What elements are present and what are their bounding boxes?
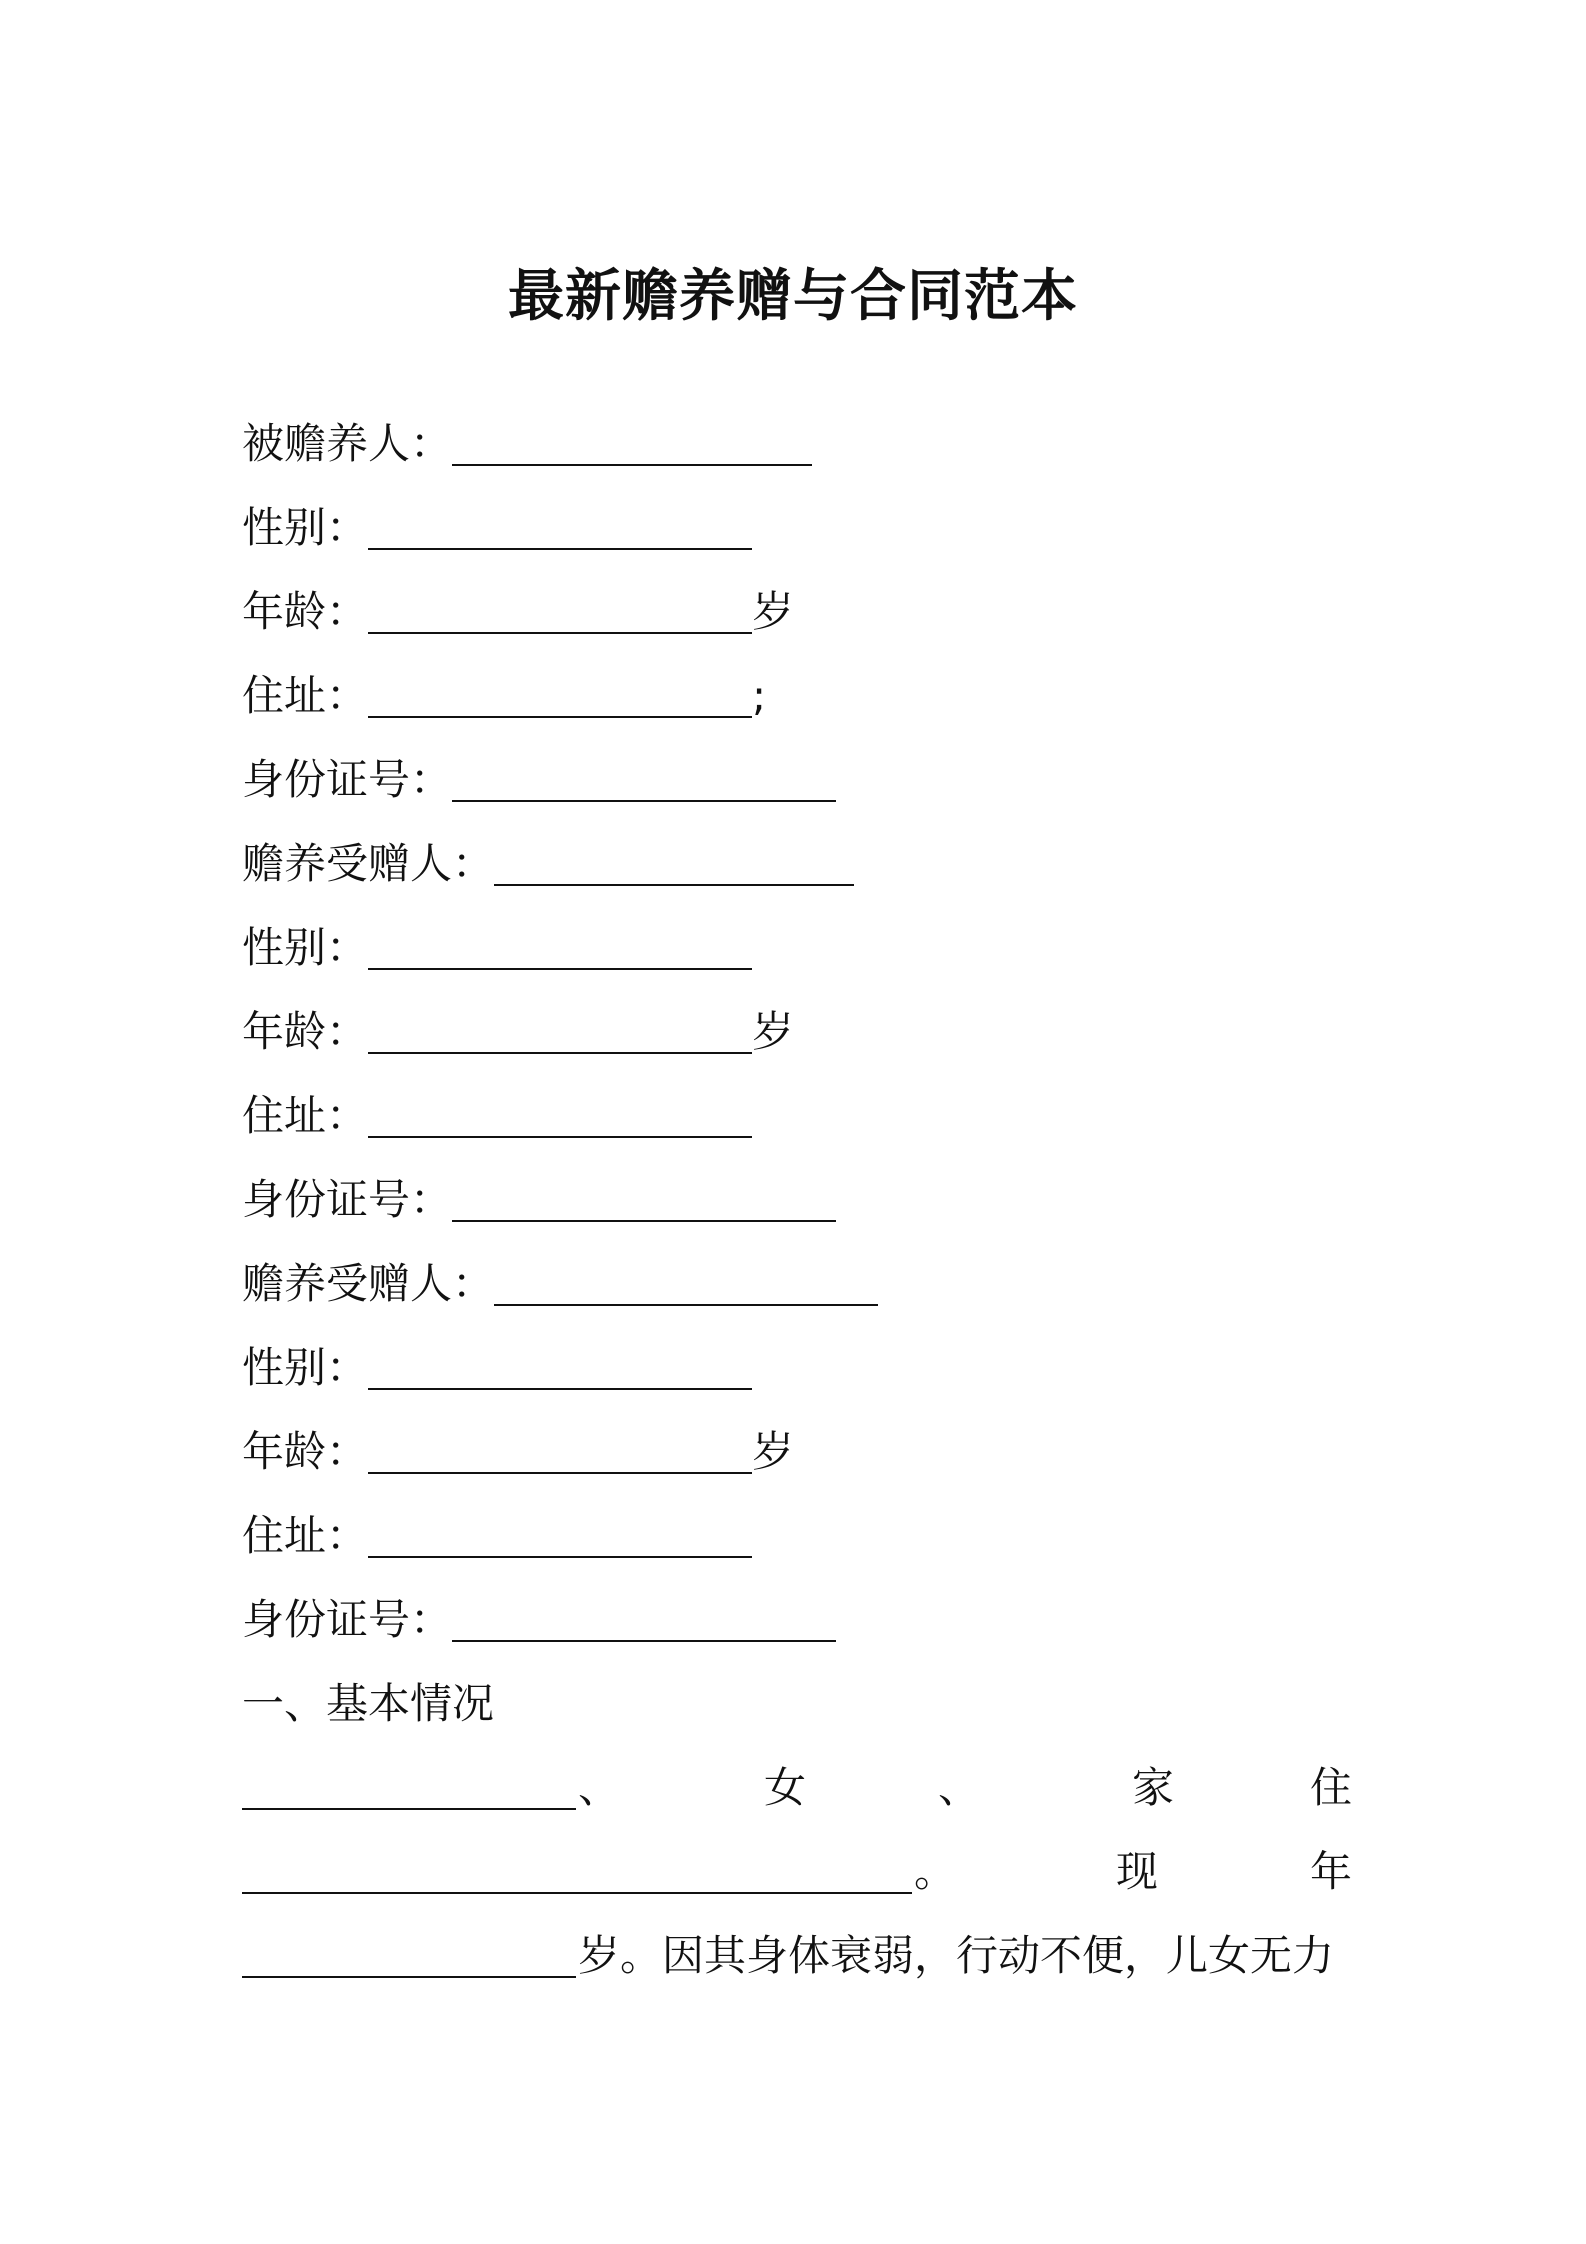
field-label: 住址： [242, 1091, 369, 1140]
fill-blank [368, 1002, 752, 1054]
field-label: 住址： [242, 671, 369, 720]
field-label: 赡养受赠人： [242, 1259, 495, 1308]
fill-blank [368, 498, 752, 550]
field-recipient [242, 1254, 878, 1314]
field-address [242, 1506, 752, 1566]
field-recipient [242, 834, 854, 894]
field-address [242, 1086, 752, 1146]
field-label: 性别： [242, 1343, 369, 1392]
field-age [242, 582, 794, 642]
field-label: 身份证号： [242, 1175, 453, 1224]
fill-blank [242, 1926, 576, 1978]
field-suffix: 岁 [752, 587, 795, 636]
fill-blank [494, 834, 854, 886]
paragraph-text: 现 [1116, 1847, 1159, 1896]
paragraph-text: 、 [578, 1763, 621, 1812]
section-heading: 一、基本情况 [242, 1679, 495, 1728]
field-label: 身份证号： [242, 1595, 453, 1644]
field-label: 住址： [242, 1511, 369, 1560]
fill-blank [368, 1506, 752, 1558]
paragraph-text: 年 [1310, 1847, 1353, 1896]
paragraph-line [242, 1926, 1352, 1986]
field-label: 性别： [242, 503, 369, 552]
field-label: 年龄： [242, 1007, 369, 1056]
fill-blank [368, 918, 752, 970]
fill-blank [452, 414, 812, 466]
fill-blank [368, 1086, 752, 1138]
field-label: 性别： [242, 923, 369, 972]
fill-blank [368, 666, 752, 718]
paragraph-text: 住 [1310, 1763, 1353, 1812]
fill-blank [452, 1590, 836, 1642]
fill-blank [368, 1338, 752, 1390]
field-id-number [242, 1170, 836, 1230]
field-label: 被赡养人： [242, 419, 453, 468]
field-suffix: 岁 [752, 1007, 795, 1056]
field-label: 身份证号： [242, 755, 453, 804]
field-id-number [242, 1590, 836, 1650]
field-address [242, 666, 766, 726]
document-title: 最新赡养赠与合同范本 [508, 264, 1078, 329]
fill-blank [242, 1842, 912, 1894]
field-gender [242, 1338, 752, 1398]
fill-blank [452, 1170, 836, 1222]
field-age [242, 1422, 794, 1482]
paragraph-text: 女 [764, 1763, 807, 1812]
field-id-number [242, 750, 836, 810]
field-age [242, 1002, 794, 1062]
paragraph-line [242, 1842, 1352, 1902]
fill-blank [242, 1758, 576, 1810]
fill-blank [452, 750, 836, 802]
field-gender [242, 498, 752, 558]
fill-blank [368, 582, 752, 634]
paragraph-line [242, 1758, 1352, 1818]
field-gender [242, 918, 752, 978]
paragraph-text: 岁。因其身体衰弱，行动不便，儿女无力 [578, 1931, 1335, 1980]
field-label: 赡养受赠人： [242, 839, 495, 888]
paragraph-text: 、 [938, 1763, 981, 1812]
field-maintained-person [242, 414, 812, 474]
paragraph-text: 家 [1132, 1763, 1175, 1812]
field-suffix: 岁 [752, 1427, 795, 1476]
field-suffix: ; [752, 671, 767, 720]
fill-blank [494, 1254, 878, 1306]
paragraph-text: 。 [914, 1847, 957, 1896]
fill-blank [368, 1422, 752, 1474]
field-label: 年龄： [242, 587, 369, 636]
field-label: 年龄： [242, 1427, 369, 1476]
